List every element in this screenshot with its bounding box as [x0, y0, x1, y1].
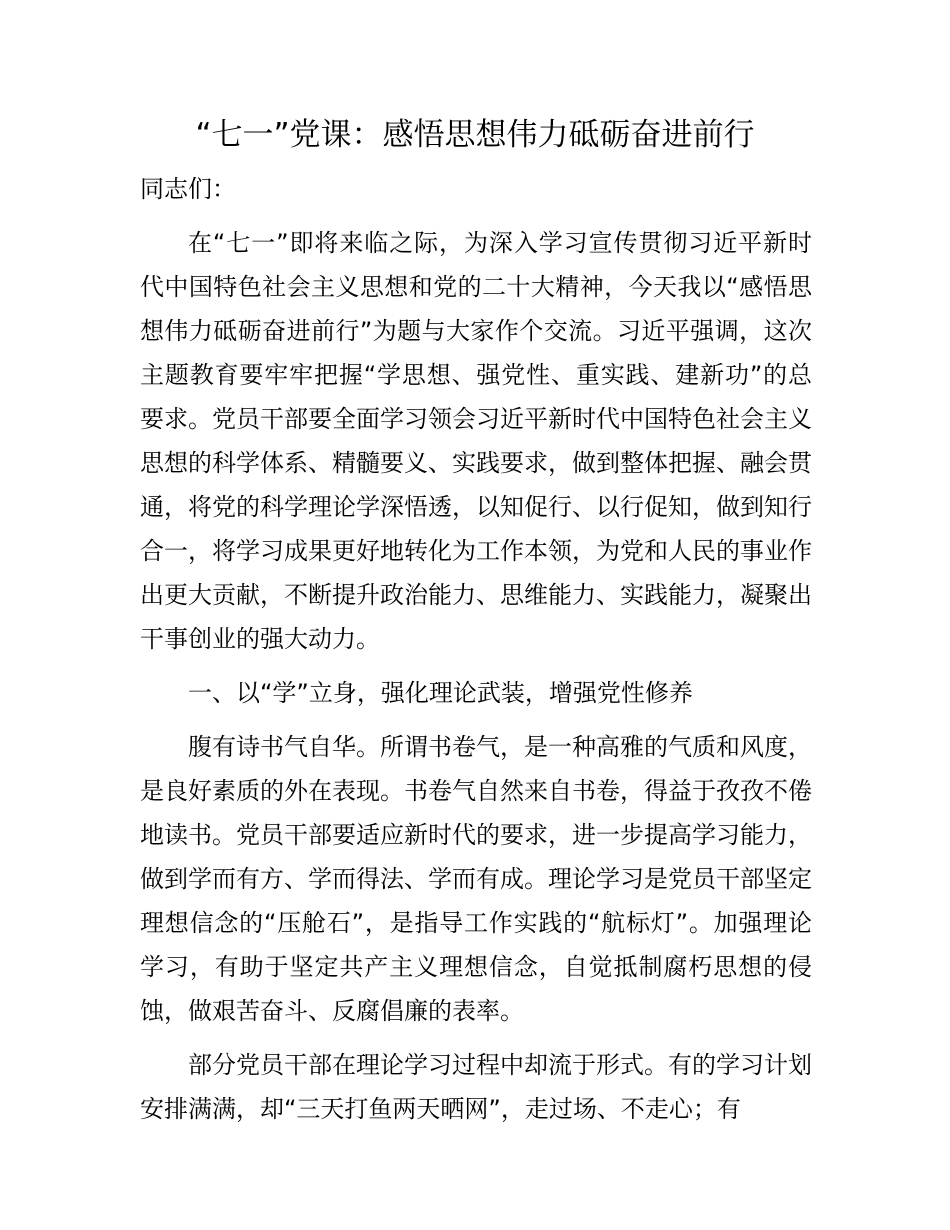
- paragraph-intro: 在“七一”即将来临之际，为深入学习宣传贯彻习近平新时代中国特色社会主义思想和党的二十大精神，今天我以“感悟思想伟力砥砺奋进前行”为题与大家作个交流。习近平强调，这次主题教育要牢牢把握“学思想、强党性、重实践、建新功”的总要求。党员干部要全面学习领会习近平新时代中国特色社会主义思想的科学体系、精髓要义、实践要求，做到整体把握、融会贯通，将党的科学理论学深悟透，以知促行、以行促知，做到知行合一，将学习成果更好地转化为工作本领，为党和人民的事业作出更大贡献，不断提升政治能力、思维能力、实践能力，凝聚出干事创业的强大动力。: [140, 229, 812, 653]
- paragraph-study: 腹有诗书气自华。所谓书卷气，是一种高雅的气质和风度，是良好素质的外在表现。书卷气自然来自书卷，得益于孜孜不倦地读书。党员干部要适应新时代的要求，进一步提高学习能力，做到学而有方、学而得法、学而有成。理论学习是党员干部坚定理想信念的“压舱石”，是指导工作实践的“航标灯”。加强理论学习，有助于坚定共产主义理想信念，自觉抵制腐朽思想的侵蚀，做艰苦奋斗、反腐倡廉的表率。: [140, 733, 812, 1025]
- salutation: 同志们：: [140, 175, 236, 203]
- document-title: “七一”党课：感悟思想伟力砥砺奋进前行: [195, 117, 755, 153]
- document-body: [140, 167, 812, 1141]
- section-heading-1: 一、以“学”立身，强化理论武装，增强党性修养: [188, 679, 693, 707]
- paragraph-problems: 部分党员干部在理论学习过程中却流于形式。有的学习计划安排满满，却“三天打鱼两天晒网”，走过场、不走心；有: [140, 1051, 812, 1123]
